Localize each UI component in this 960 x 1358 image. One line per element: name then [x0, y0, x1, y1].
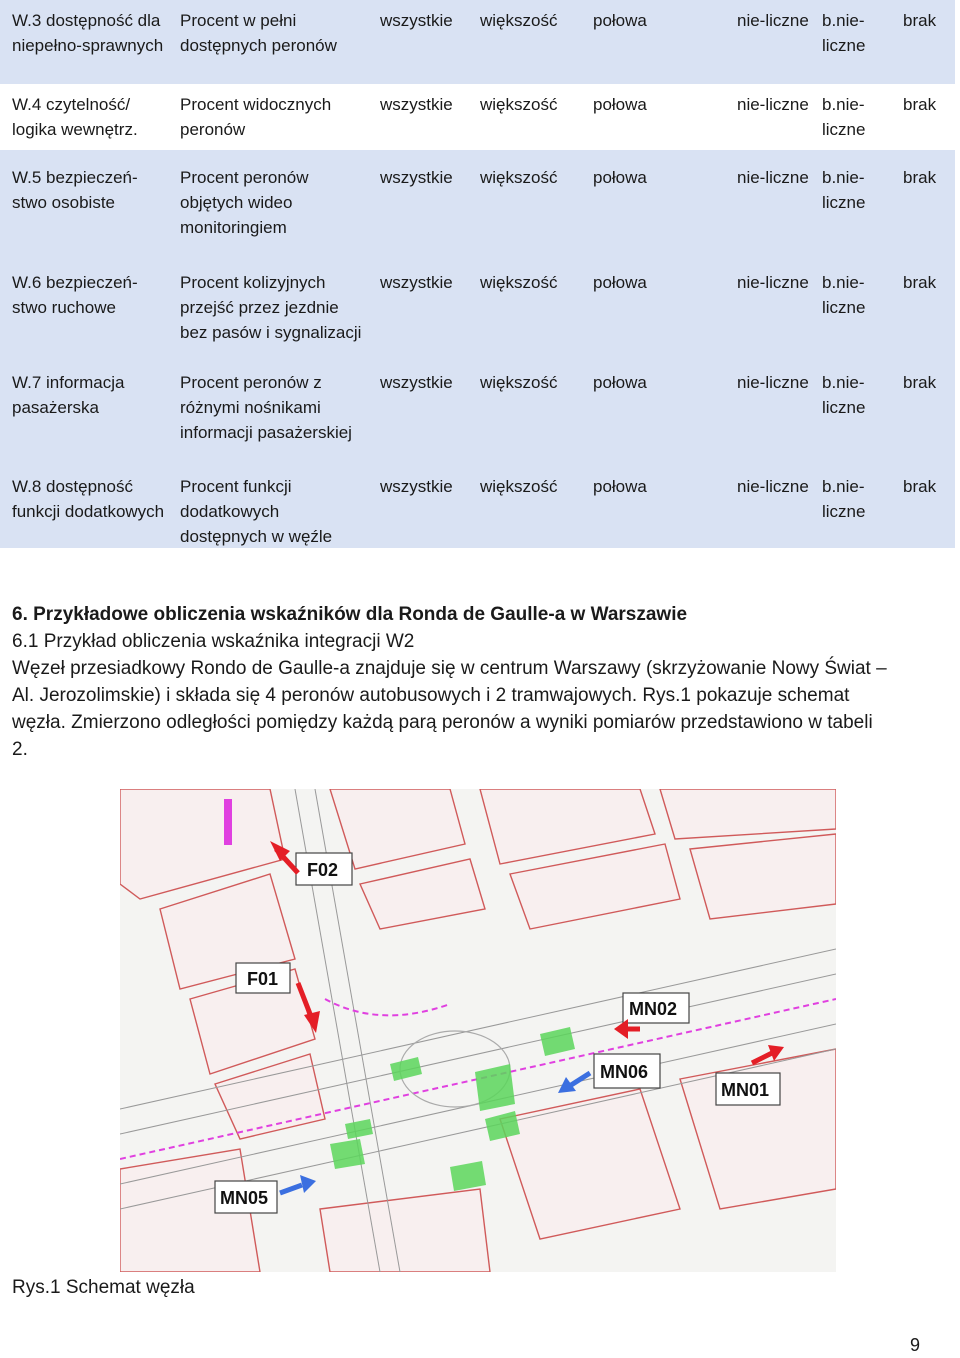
level-none: brak	[903, 95, 937, 114]
level-half: połowa	[593, 95, 647, 114]
level-few: nie-liczne	[737, 168, 809, 187]
indicator-measure: Procent kolizyjnych przejść przez jezdnie bez pasów i sygnalizacji	[180, 273, 362, 342]
page-number: 9	[910, 1335, 921, 1355]
level-most: większość	[480, 373, 558, 392]
level-half: połowa	[593, 373, 647, 392]
subsection-heading: 6.1 Przykład obliczenia wskaźnika integracji W2	[12, 631, 415, 652]
level-very-few: b.nie-liczne	[822, 168, 866, 212]
level-very-few: b.nie-liczne	[822, 273, 866, 317]
level-most: większość	[480, 273, 558, 292]
indicator-measure: Procent w pełni dostępnych peronów	[180, 11, 337, 55]
svg-text:MN06: MN06	[600, 1062, 649, 1082]
indicator-name: W.7 informacja pasażerska	[12, 373, 125, 417]
map-drawing	[120, 789, 836, 1272]
paragraph-line-4: 2.	[12, 739, 28, 760]
svg-text:F01: F01	[247, 969, 279, 989]
paragraph-line-1: Węzeł przesiadkowy Rondo de Gaulle-a znajduje się w centrum Warszawy (skrzyżowanie Nowy Świat –	[12, 658, 887, 679]
indicator-name: W.8 dostępność funkcji dodatkowych	[12, 477, 165, 521]
svg-text:MN05: MN05	[220, 1188, 269, 1208]
table-row-w7	[0, 364, 955, 468]
label-mn06	[594, 1054, 660, 1088]
level-all: wszystkie	[380, 168, 453, 187]
level-all: wszystkie	[380, 373, 453, 392]
interchange-map	[120, 789, 836, 1272]
table-row-w3	[0, 0, 955, 84]
label-mn02	[623, 993, 689, 1023]
svg-text:F02: F02	[307, 860, 339, 880]
level-half: połowa	[593, 11, 647, 30]
level-few: nie-liczne	[737, 373, 809, 392]
table-row-w5	[0, 150, 955, 260]
level-all: wszystkie	[380, 11, 453, 30]
svg-text:MN02: MN02	[629, 999, 678, 1019]
level-none: brak	[903, 11, 937, 30]
level-none: brak	[903, 168, 937, 187]
paragraph-line-2: Al. Jerozolimskie) i składa się 4 peronów autobusowych i 2 tramwajowych. Rys.1 pokazuje schemat	[12, 685, 850, 706]
level-very-few: b.nie-liczne	[822, 95, 866, 139]
label-mn01	[716, 1073, 780, 1105]
level-very-few: b.nie-liczne	[822, 11, 866, 55]
indicator-name: W.6 bezpieczeń-stwo ruchowe	[12, 273, 138, 317]
level-most: większość	[480, 168, 558, 187]
svg-text:MN01: MN01	[721, 1080, 770, 1100]
section-heading: 6. Przykładowe obliczenia wskaźników dla Ronda de Gaulle-a w Warszawie	[12, 604, 688, 625]
indicator-measure: Procent widocznych peronów	[180, 95, 332, 139]
level-few: nie-liczne	[737, 95, 809, 114]
level-none: brak	[903, 373, 937, 392]
table-row-w8	[0, 468, 955, 548]
level-few: nie-liczne	[737, 273, 809, 292]
level-all: wszystkie	[380, 273, 453, 292]
indicator-name: W.3 dostępność dla niepełno-sprawnych	[12, 11, 164, 55]
level-all: wszystkie	[380, 95, 453, 114]
figure-caption: Rys.1 Schemat węzła	[12, 1277, 195, 1298]
level-few: nie-liczne	[737, 11, 809, 30]
level-very-few: b.nie-liczne	[822, 373, 866, 417]
indicator-measure: Procent peronów z różnymi nośnikami informacji pasażerskiej	[180, 373, 352, 442]
label-f01	[236, 963, 290, 993]
indicator-name: W.4 czytelność/ logika wewnętrz.	[12, 95, 138, 139]
indicator-measure: Procent peronów objętych wideo monitoringiem	[180, 168, 309, 237]
level-all: wszystkie	[380, 477, 453, 496]
level-half: połowa	[593, 273, 647, 292]
level-none: brak	[903, 273, 937, 292]
level-few: nie-liczne	[737, 477, 809, 496]
table-row-w4	[0, 84, 955, 150]
level-most: większość	[480, 11, 558, 30]
level-none: brak	[903, 477, 937, 496]
tram-platform	[224, 799, 232, 845]
level-most: większość	[480, 477, 558, 496]
indicator-name: W.5 bezpieczeń-stwo osobiste	[12, 168, 138, 212]
paragraph-line-3: węzła. Zmierzono odległości pomiędzy każdą parą peronów a wyniki pomiarów przedstawiono w tabeli	[12, 712, 873, 733]
level-most: większość	[480, 95, 558, 114]
label-f02	[296, 853, 352, 885]
label-mn05	[215, 1181, 277, 1213]
table-row-w6	[0, 260, 955, 364]
level-very-few: b.nie-liczne	[822, 477, 866, 521]
indicator-measure: Procent funkcji dodatkowych dostępnych w węźle	[180, 477, 333, 546]
level-half: połowa	[593, 168, 647, 187]
level-half: połowa	[593, 477, 647, 496]
